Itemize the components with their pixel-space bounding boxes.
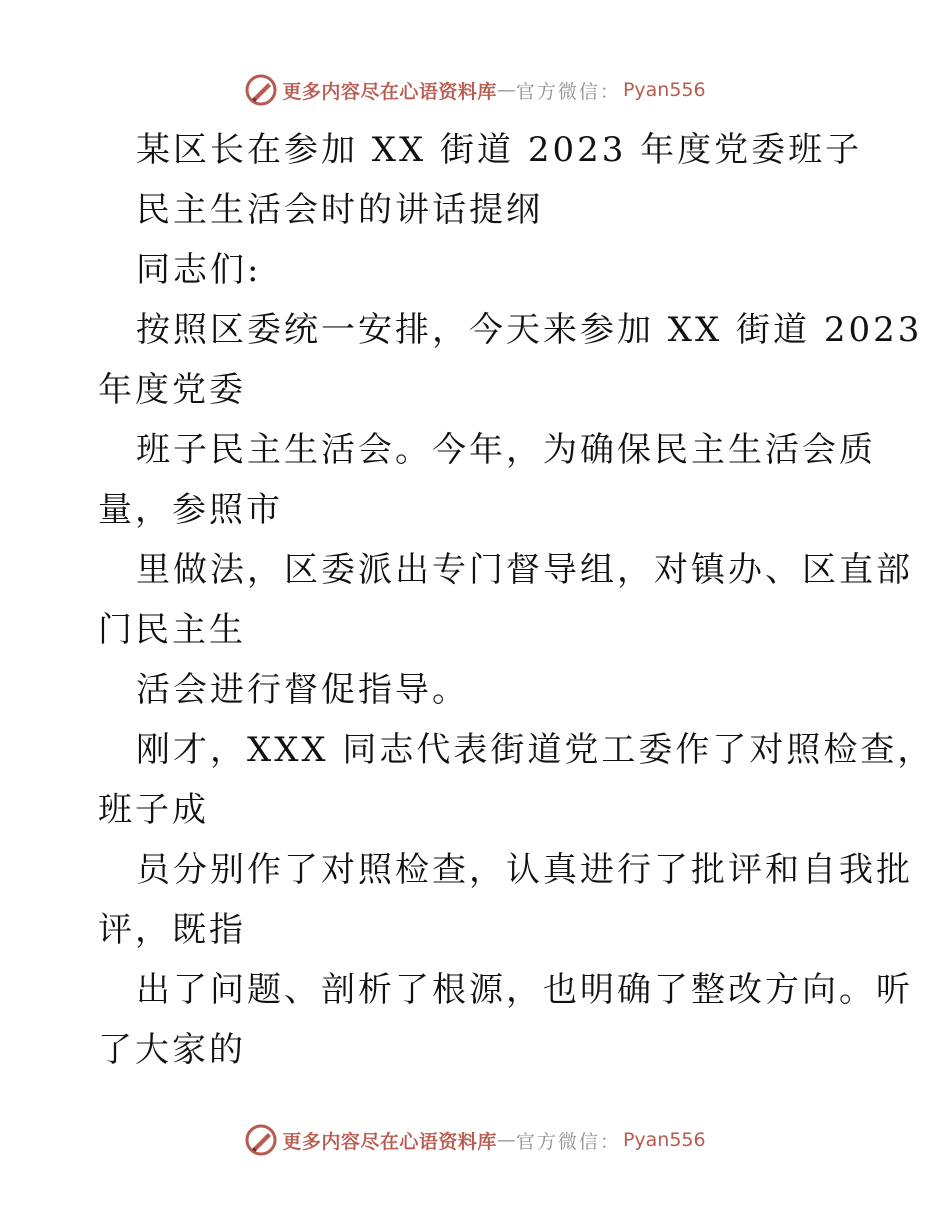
doc-line: 班子成 (98, 790, 209, 830)
banner-text: 更多内容尽在心语资料库 (282, 80, 497, 103)
doc-line: 某区长在参加 XX 街道 2023 年度党委班子 (136, 130, 863, 170)
doc-line: 按照区委统一安排，今天来参加 XX 街道 2023 (136, 310, 923, 350)
banner-dash: — (496, 79, 516, 101)
doc-line: 刚才，XXX 同志代表街道党工委作了对照检查， (136, 730, 935, 770)
pen-logo-icon (244, 1123, 278, 1157)
banner-official-label: 官方微信： (515, 80, 621, 103)
doc-line: 同志们: (136, 250, 262, 290)
doc-line: 量，参照市 (98, 490, 283, 530)
doc-line: 里做法，区委派出专门督导组，对镇办、区直部 (136, 550, 913, 590)
doc-line: 年度党委 (98, 370, 246, 410)
banner-official-label: 官方微信： (515, 1130, 621, 1153)
banner-dash: — (496, 1129, 516, 1151)
footer-banner (0, 1120, 950, 1160)
document-body (98, 120, 935, 1080)
doc-line: 了大家的 (98, 1030, 246, 1070)
doc-line: 活会进行督促指导。 (136, 670, 469, 710)
doc-line: 出了问题、剖析了根源，也明确了整改方向。听 (136, 970, 913, 1010)
header-banner (0, 70, 950, 110)
pen-logo-icon (244, 73, 278, 107)
doc-line: 班子民主生活会。今年，为确保民主生活会质 (136, 430, 876, 470)
banner-wechat-id: Pyan556 (622, 79, 706, 101)
banner-text: 更多内容尽在心语资料库 (282, 1130, 497, 1153)
doc-line: 民主生活会时的讲话提纲 (136, 190, 543, 230)
doc-line: 门民主生 (98, 610, 246, 650)
doc-line: 员分别作了对照检查，认真进行了批评和自我批 (136, 850, 913, 890)
banner-wechat-id: Pyan556 (622, 1129, 706, 1151)
doc-line: 评，既指 (98, 910, 246, 950)
